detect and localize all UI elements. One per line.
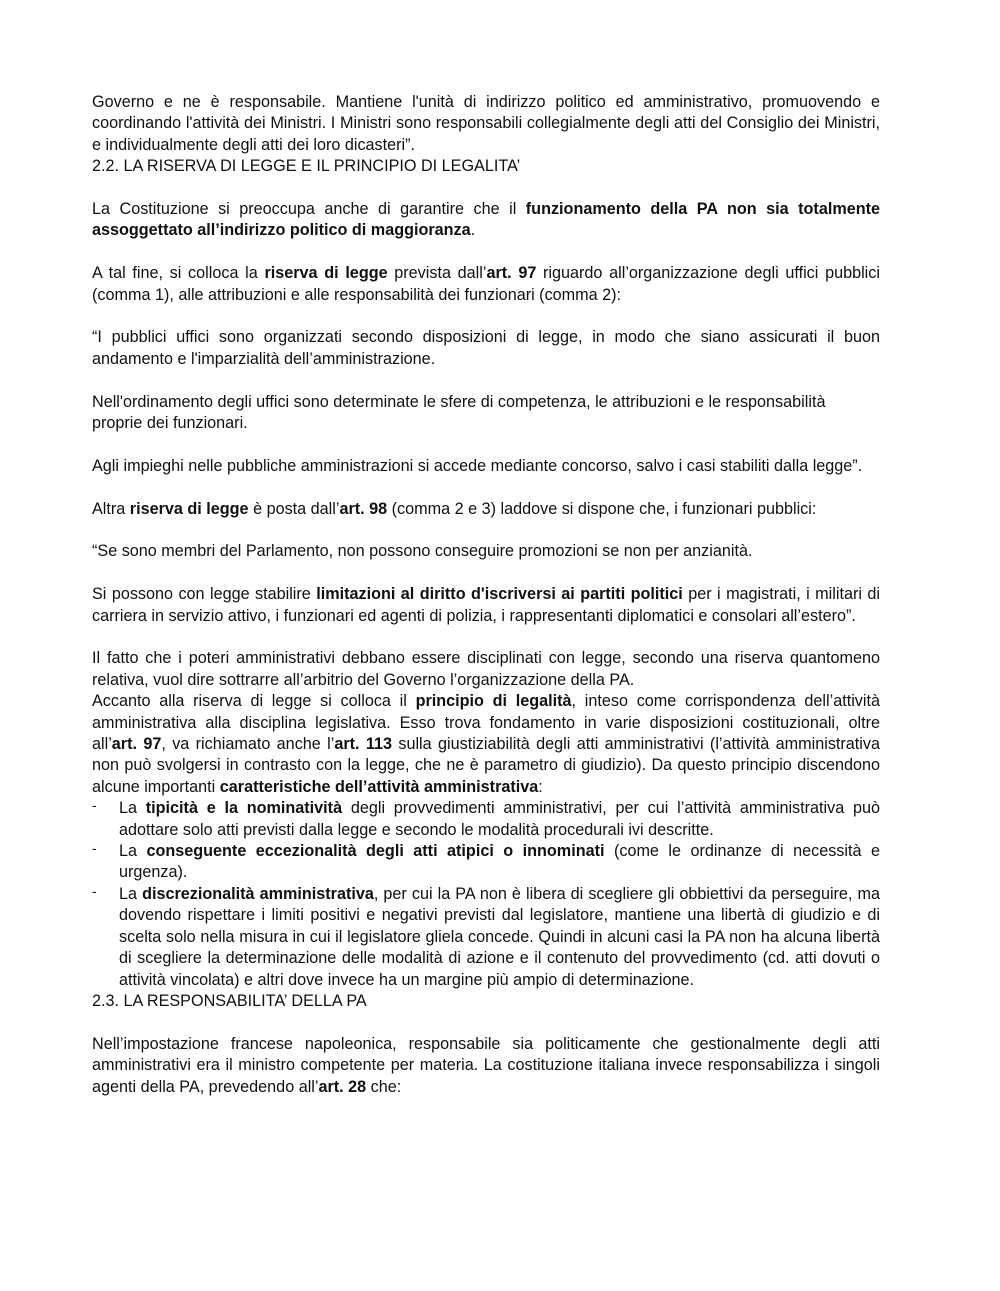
quote-art-97-comma-1: “I pubblici uffici sono organizzati secondo disposizioni di legge, in modo che siano assicurati il buon andamento e l'imparzialità dell’amministrazione. xyxy=(92,328,880,368)
paragraph-principio-legalita: Accanto alla riserva di legge si colloca il principio di legalità, inteso come corrispondenza dell’attività amministrativa alla disciplina legislativa. Esso trova fondamento in varie disposizioni costituzionali, oltre all’art. 97, va richiamato anche l’art. 113 sulla giustiziabilità degli atti amministrativi (l’attività amministrativa non può svolgersi in contrasto con la legge, che ne è parametro di giudizio). Da questo principio discendono alcune importanti caratteristiche dell’attività amministrativa: xyxy=(92,692,880,796)
quote-art-97-comma-2: Nell'ordinamento degli uffici sono determinate le sfere di competenza, le attribuzioni e le responsabilità proprie dei funzionari. xyxy=(92,392,826,433)
paragraph-costituzione: La Costituzione si preoccupa anche di garantire che il funzionamento della PA non sia totalmente assoggettato all’indirizzo politico di maggioranza. xyxy=(92,200,881,240)
section-heading-2-3: 2.3. LA RESPONSABILITA’ DELLA PA xyxy=(92,991,367,1010)
section-heading-2-2: 2.2. LA RISERVA DI LEGGE E IL PRINCIPIO DI LEGALITA’ xyxy=(92,157,521,176)
paragraph-art-97: A tal fine, si colloca la riserva di legge prevista dall’art. 97 riguardo all’organizzazione degli uffici pubblici (comma 1), alle attribuzioni e alle responsabilità dei funzionari (comma 2): xyxy=(92,264,880,304)
paragraph-responsabilita: Nell’impostazione francese napoleonica, responsabile sia politicamente che gestionalmente degli atti amministrativi era il ministro competente per materia. La costituzione italiana invece responsabilizza i singoli agenti della PA, prevedendo all’art. 28 che: xyxy=(92,1034,880,1096)
quote-art-97-comma-3: Agli impieghi nelle pubbliche amministrazioni si accede mediante concorso, salvo i casi stabiliti dalla legge”. xyxy=(92,456,863,475)
characteristics-list xyxy=(92,798,880,991)
quote-art-98-comma-2: “Se sono membri del Parlamento, non possono conseguire promozioni se non per anzianità. xyxy=(92,542,753,561)
list-item: - La tipicità e la nominatività degli provvedimenti amministrativi, per cui l’attività amministrativa può adottare solo atti previsti dalla legge e secondo le modalità procedurali ivi descritte. xyxy=(92,798,880,841)
quote-art-98-comma-3: Si possono con legge stabilire limitazioni al diritto d'iscriversi ai partiti politici per i magistrati, i militari di carriera in servizio attivo, i funzionari ed agenti di polizia, i rappresentanti diplomatici e consolari all’estero”. xyxy=(92,585,880,625)
list-item: - La discrezionalità amministrativa, per cui la PA non è libera di scegliere gli obbiettivi da perseguire, ma dovendo rispettare i limiti positivi e negativi previsti dal legislatore, mantiene una libertà di giudizio e di scelta solo nella misura in cui il legislatore gliela concede. Quindi in alcuni casi la PA non ha alcuna libertà di scegliere la determinazione delle modalità di azione e il contenuto del provvedimento (cd. atti dovuti o attività vincolata) e altri dove invece ha un margine più ampio di determinazione. xyxy=(92,884,880,991)
paragraph-art-98: Altra riserva di legge è posta dall’art. 98 (comma 2 e 3) laddove si dispone che, i funzionari pubblici: xyxy=(92,499,817,518)
paragraph-governo: Governo e ne è responsabile. Mantiene l'unità di indirizzo politico ed amministrativo, promuovendo e coordinando l'attività dei Ministri. I Ministri sono responsabili collegialmente degli atti del Consiglio dei Ministri, e individualmente degli atti dei loro dicasteri”. xyxy=(92,93,880,154)
list-item: - La conseguente eccezionalità degli atti atipici o innominati (come le ordinanze di necessità e urgenza). xyxy=(92,841,880,884)
paragraph-poteri-amministrativi: Il fatto che i poteri amministrativi debbano essere disciplinati con legge, secondo una riserva quantomeno relativa, vuol dire sottrarre all’arbitrio del Governo l’organizzazione della PA. xyxy=(92,649,880,689)
